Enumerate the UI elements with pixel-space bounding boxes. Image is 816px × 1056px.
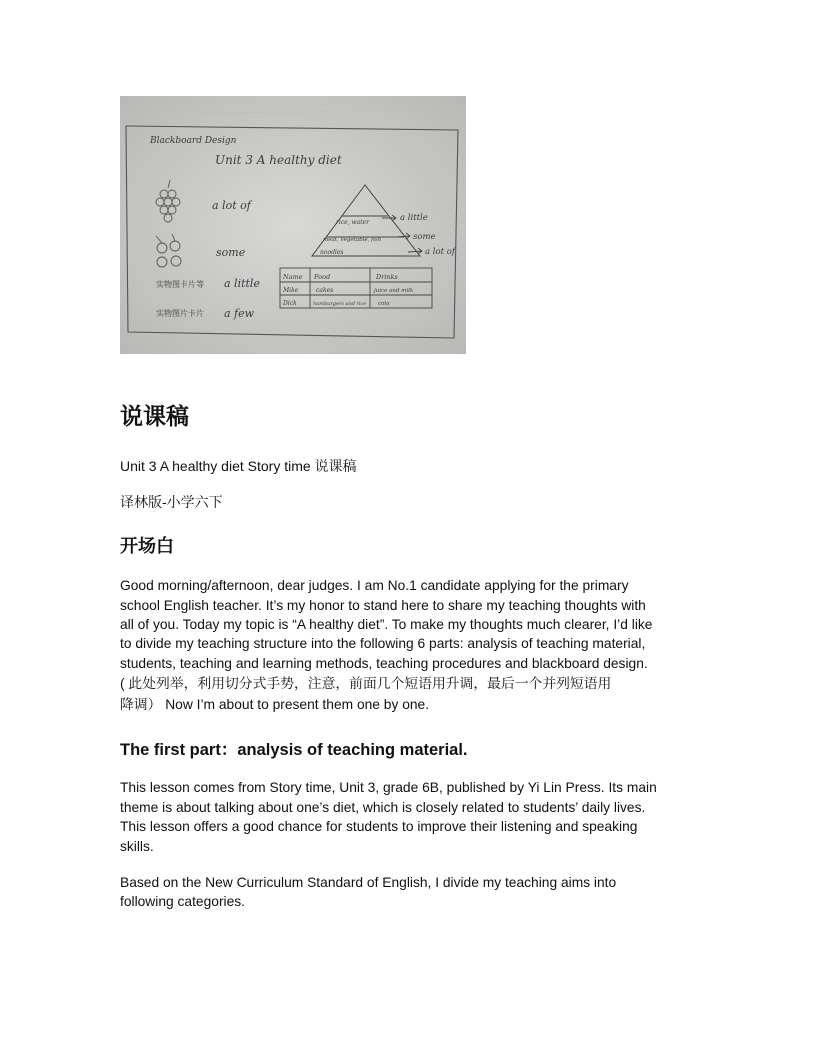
row-label-some: some xyxy=(216,246,246,259)
table-cell: Dick xyxy=(283,300,297,307)
row-label-a-little: a little xyxy=(224,277,260,290)
text-line: Based on the New Curriculum Standard of English, I divide my teaching aims into xyxy=(120,875,617,890)
row-cjk-1: 实物图卡片等 xyxy=(156,280,204,289)
board-header: Blackboard Design xyxy=(150,136,237,146)
table-header-name: Name xyxy=(283,273,303,281)
table-cell: juice and milk xyxy=(374,288,414,294)
table-cell: cakes xyxy=(316,287,334,294)
pyramid-amount-1: a little xyxy=(400,213,428,223)
row-label-a-lot-of: a lot of xyxy=(212,199,251,212)
text-line: Good morning/afternoon, dear judges. I am No.1 candidate applying for the primary xyxy=(120,578,629,593)
pyramid-level-2: meat, vegetable, fish xyxy=(323,237,382,243)
text-line: school English teacher. It’s my honor to stand here to share my teaching thoughts with xyxy=(120,598,646,613)
text-line: ( 此处列举，利用切分式手势，注意，前面几个短语用升调，最后一个并列短语用 xyxy=(120,676,612,691)
text-line: This lesson comes from Story time, Unit 3, grade 6B, published by Yi Lin Press. Its main xyxy=(120,780,657,795)
main-heading: 说课稿 xyxy=(120,404,189,430)
part1-heading: The first part：analysis of teaching material. xyxy=(120,741,468,759)
row-label-a-few: a few xyxy=(224,307,255,320)
table-cell: cola xyxy=(378,301,390,307)
table-cell: Mike xyxy=(283,287,299,294)
text-line: This lesson offers a good chance for students to improve their listening and speaking xyxy=(120,819,638,834)
opening-heading: 开场白 xyxy=(120,536,174,557)
blackboard-design-photo xyxy=(120,96,466,354)
pyramid-amount-2: some xyxy=(413,232,436,242)
board-title: Unit 3 A healthy diet xyxy=(215,153,342,167)
row-cjk-2: 实物图片卡片 xyxy=(156,309,204,318)
table-header-drinks: Drinks xyxy=(376,273,398,281)
text-line: skills. xyxy=(120,839,154,854)
pyramid-level-3: noodles xyxy=(320,249,344,256)
text-line: following categories. xyxy=(120,894,246,909)
text-line: theme is about talking about one’s diet, which is closely related to students’ daily lives. xyxy=(120,800,646,815)
table-header-food: Food xyxy=(314,273,331,281)
text-line: all of you. Today my topic is “A healthy diet”. To make my thoughts much clearer, I’d like xyxy=(120,617,653,632)
text-line: students, teaching and learning methods, teaching procedures and blackboard design. xyxy=(120,656,648,671)
table-cell: hamburgers and rice xyxy=(313,301,367,307)
edition-line: 译林版-小学六下 xyxy=(120,494,223,510)
text-line: 降调） Now I’m about to present them one by one. xyxy=(120,697,430,712)
text-line: to divide my teaching structure into the following 6 parts: analysis of teaching material, xyxy=(120,636,646,651)
pyramid-level-1: rice, water xyxy=(336,219,370,226)
pyramid-amount-3: a lot of xyxy=(425,247,455,257)
subtitle: Unit 3 A healthy diet Story time 说课稿 xyxy=(120,458,357,474)
